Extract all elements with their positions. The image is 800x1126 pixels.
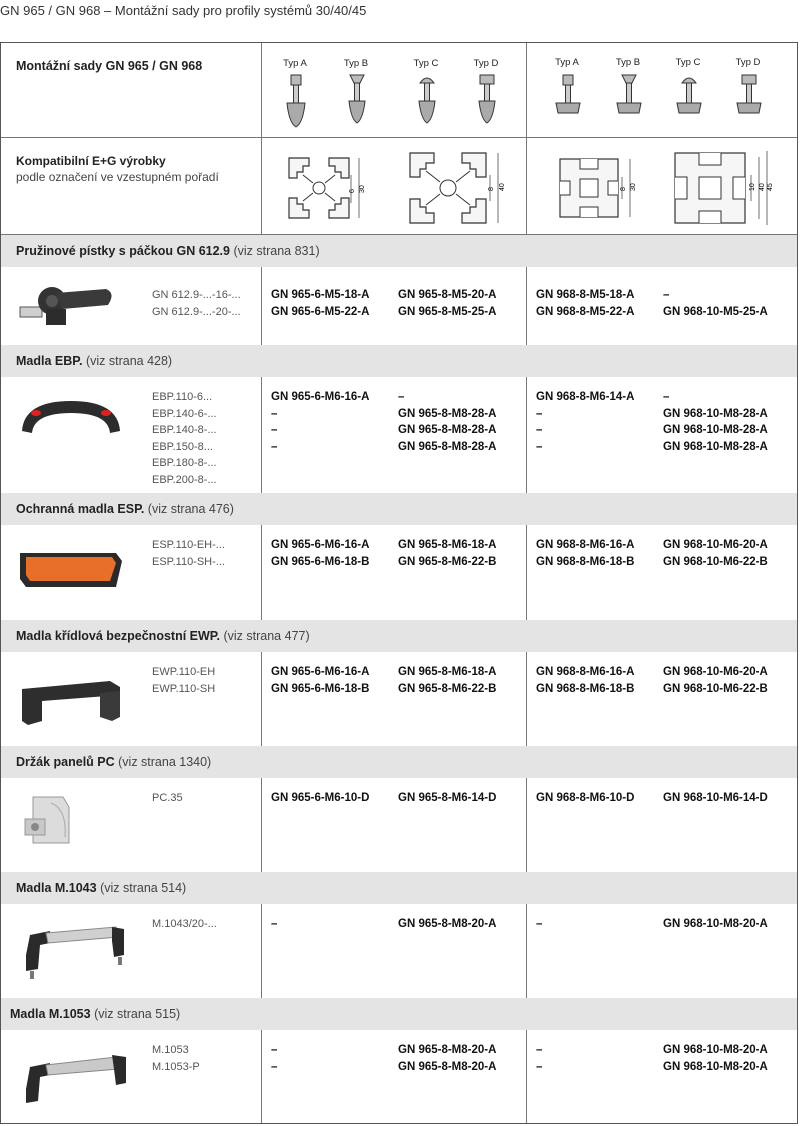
compat-subtitle: podle označení ve vzestupném pořadí [16,170,219,184]
gn965-6-cell: GN 965-6-M6-10-D [271,792,370,804]
dim-label: 40 [499,183,506,191]
dim-label: 8 [488,187,495,191]
gn965-6-cell: GN 965-6-M6-16-A GN 965-6-M6-18-B [271,539,370,568]
panel-holder-image [21,789,81,853]
dim-label: 30 [359,185,366,193]
table-title: Montážní sady GN 965 / GN 968 [16,59,203,73]
gn968-8-cell: GN 968-8-M6-14-A – – – [536,391,635,453]
gn968-10-cell: GN 968-10-M8-20-A [663,918,768,930]
type-label: Typ D [473,58,499,69]
tnut-type-d-icon [734,73,764,123]
product-codes: PC.35 [152,792,183,804]
gn965-6-cell: GN 965-6-M6-16-A GN 965-6-M6-18-B [271,666,370,695]
gn965-8-cell: GN 965-8-M6-18-A GN 965-8-M6-22-B [398,539,497,568]
gn965-6-cell: GN 965-6-M6-16-A – – – [271,391,370,453]
section-title: Madla křídlová bezpečnostní EWP. [16,629,220,643]
section-header [1,620,797,652]
spring-plunger-image [16,279,126,335]
gn965-8-cell: GN 965-8-M5-20-A GN 965-8-M5-25-A [398,289,497,318]
page-reference: (viz strana 428) [85,354,173,368]
gn965-8-cell: – GN 965-8-M8-28-A GN 965-8-M8-28-A GN 965-8-M8-28-A [398,391,497,453]
product-codes: ESP.110-EH-... ESP.110-SH-... [152,539,225,568]
gn968-8-cell: GN 968-8-M6-16-A GN 968-8-M6-18-B [536,539,635,568]
compatible-products-label [16,153,219,185]
section-title: Madla EBP. [16,354,83,368]
page-reference: (viz strana 477) [223,629,310,643]
section-title: Držák panelů PC [16,755,115,769]
page-reference: (viz strana 476) [147,502,234,516]
gn968-10-cell: GN 968-10-M6-20-A GN 968-10-M6-22-B [663,666,768,695]
gn968-10-cell: – GN 968-10-M5-25-A [663,289,768,318]
gn968-8-cell: – [536,918,543,930]
type-label: Typ A [283,58,307,69]
document-title: GN 965 / GN 968 – Montážní sady pro profily systémů 30/40/45 [0,3,367,18]
tnut-type-b-icon [614,73,644,123]
row-divider [1,137,797,138]
gn965-6-cell: – [271,918,278,930]
gn965-8-cell: GN 965-8-M8-20-A GN 965-8-M8-20-A [398,1044,497,1073]
profile-40-8-icon [406,151,506,225]
page-reference: (viz strana 1340) [118,755,212,769]
type-label: Typ C [675,57,701,68]
m1043-handle-image [16,921,131,985]
product-codes: EBP.110-6... EBP.140-6-... EBP.140-8-... EBP.150-8... EBP.180-8-... EBP.200-8-... [152,391,217,486]
screw-type-d-icon [474,73,500,131]
product-codes: GN 612.9-...-16-... GN 612.9-...-20-... [152,289,241,318]
section-header [1,746,797,778]
page-reference: (viz strana 514) [100,881,187,895]
section-header [1,493,797,525]
screw-type-c-icon [414,73,440,131]
type-label: Typ B [615,57,641,68]
gn965-8-cell: GN 965-8-M8-20-A [398,918,497,930]
gn968-8-cell: – – [536,1044,543,1073]
profile-30-8-icon [554,155,639,221]
profile-30-6-icon [283,155,368,221]
screw-type-b-icon [344,73,370,131]
dim-label: 30 [630,183,637,191]
gn968-8-cell: GN 968-8-M6-10-D [536,792,635,804]
esp-handle-image [16,543,126,599]
compatibility-table [0,42,798,1124]
dim-label: 45 [767,183,774,191]
gn968-8-cell: GN 968-8-M5-18-A GN 968-8-M5-22-A [536,289,635,318]
section-title: Pružinové pístky s páčkou GN 612.9 [16,244,230,258]
page-reference: (viz strana 515) [94,1007,181,1021]
column-divider [526,43,527,1123]
page-reference: (viz strana 831) [233,244,320,258]
section-header [1,235,797,267]
gn968-10-cell: GN 968-10-M6-20-A GN 968-10-M6-22-B [663,539,768,568]
product-codes: M.1053 M.1053-P [152,1044,200,1073]
profile-40-45-10-icon [671,149,781,227]
gn968-10-cell: GN 968-10-M8-20-A GN 968-10-M8-20-A [663,1044,768,1073]
gn968-10-cell: – GN 968-10-M8-28-A GN 968-10-M8-28-A GN 968-10-M8-28-A [663,391,768,453]
type-label: Typ C [413,58,439,69]
dim-label: 40 [759,183,766,191]
gn968-10-cell: GN 968-10-M6-14-D [663,792,768,804]
section-title: Madla M.1053 [10,1007,91,1021]
column-divider [261,43,262,1123]
product-codes: EWP.110-EH EWP.110-SH [152,666,216,695]
gn965-8-cell: GN 965-8-M6-14-D [398,792,497,804]
section-header [1,345,797,377]
tnut-type-a-icon [553,73,583,123]
type-label: Typ D [735,57,761,68]
type-label: Typ A [555,57,579,68]
section-title: Madla M.1043 [16,881,97,895]
gn965-6-cell: GN 965-6-M5-18-A GN 965-6-M5-22-A [271,289,370,318]
dim-label: 10 [749,183,756,191]
tnut-type-c-icon [674,73,704,123]
section-header [1,872,797,904]
ebp-handle-image [16,391,126,447]
screw-type-a-icon [283,73,309,131]
m1053-handle-image [16,1043,131,1113]
gn965-8-cell: GN 965-8-M6-18-A GN 965-8-M6-22-B [398,666,497,695]
dim-label: 8 [620,187,627,191]
gn968-8-cell: GN 968-8-M6-16-A GN 968-8-M6-18-B [536,666,635,695]
section-title: Ochranná madla ESP. [16,502,145,516]
product-codes: M.1043/20-... [152,918,217,930]
type-label: Typ B [343,58,369,69]
compat-title: Kompatibilní E+G výrobky [16,154,166,168]
gn965-6-cell: – – [271,1044,278,1073]
section-header [1,998,797,1030]
dim-label: 6 [349,189,356,193]
ewp-handle-image [16,671,126,731]
